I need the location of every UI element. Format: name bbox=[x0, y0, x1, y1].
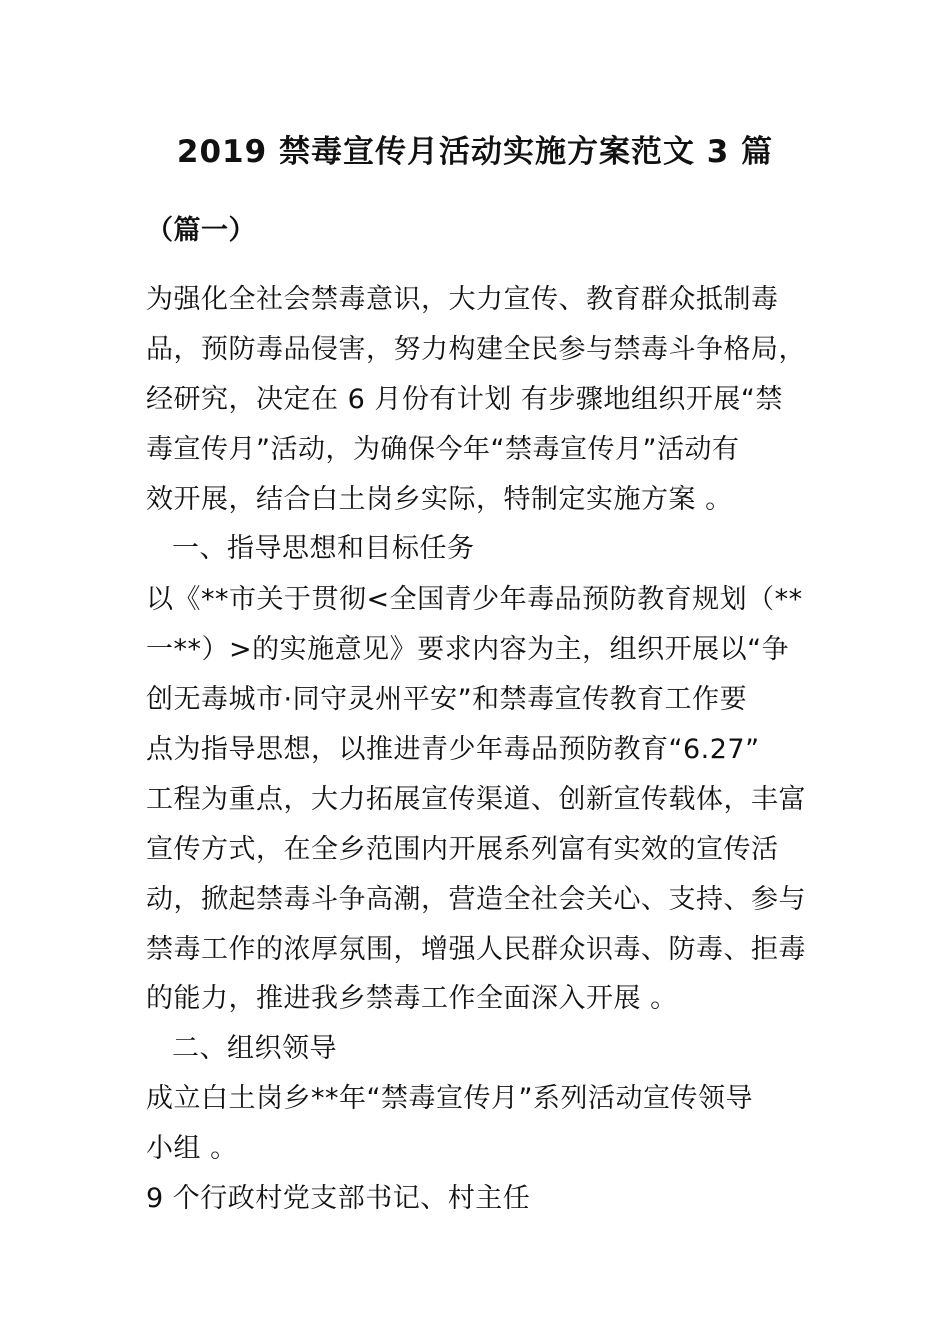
paragraph-line: 以《**市关于贯彻<全国青少年毒品预防教育规划（** bbox=[146, 584, 803, 615]
section-label: （篇一） bbox=[146, 215, 256, 246]
heading-organization: 二、组织领导 bbox=[172, 1033, 337, 1064]
paragraph-line: 动，掀起禁毒斗争高潮，营造全社会关心、支持、参与 bbox=[146, 884, 806, 915]
paragraph-line: 9 个行政村党支部书记、村主任 bbox=[146, 1183, 531, 1214]
paragraph-line: 创无毒城市·同守灵州平安”和禁毒宣传教育工作要 bbox=[146, 684, 748, 715]
paragraph-line: 的能力，推进我乡禁毒工作全面深入开展 。 bbox=[146, 983, 678, 1014]
paragraph-line: 宣传方式，在全乡范围内开展系列富有实效的宣传活 bbox=[146, 834, 779, 865]
paragraph-line: 小组 。 bbox=[146, 1133, 238, 1164]
paragraph-line: 为强化全社会禁毒意识，大力宣传、教育群众抵制毒 bbox=[146, 284, 779, 315]
paragraph-line: 效开展，结合白土岗乡实际，特制定实施方案 。 bbox=[146, 484, 733, 515]
document-title: 2019 禁毒宣传月活动实施方案范文 3 篇 bbox=[176, 134, 774, 170]
paragraph-line: 点为指导思想，以推进青少年毒品预防教育“6.27” bbox=[146, 734, 760, 765]
paragraph-line: 品，预防毒品侵害，努力构建全民参与禁毒斗争格局， bbox=[146, 334, 806, 365]
heading-guiding-ideology: 一、指导思想和目标任务 bbox=[172, 533, 475, 564]
paragraph-line: 一**）>的实施意见》要求内容为主，组织开展以“争 bbox=[146, 634, 790, 665]
paragraph-line: 毒宣传月”活动，为确保今年“禁毒宣传月”活动有 bbox=[146, 434, 740, 465]
paragraph-line: 经研究，决定在 6 月份有计划 有步骤地组织开展“禁 bbox=[146, 384, 783, 415]
paragraph-line: 成立白土岗乡**年“禁毒宣传月”系列活动宣传领导 bbox=[146, 1083, 753, 1114]
paragraph-line: 禁毒工作的浓厚氛围，增强人民群众识毒、防毒、拒毒 bbox=[146, 934, 806, 965]
paragraph-line: 工程为重点，大力拓展宣传渠道、创新宣传载体，丰富 bbox=[146, 784, 806, 815]
